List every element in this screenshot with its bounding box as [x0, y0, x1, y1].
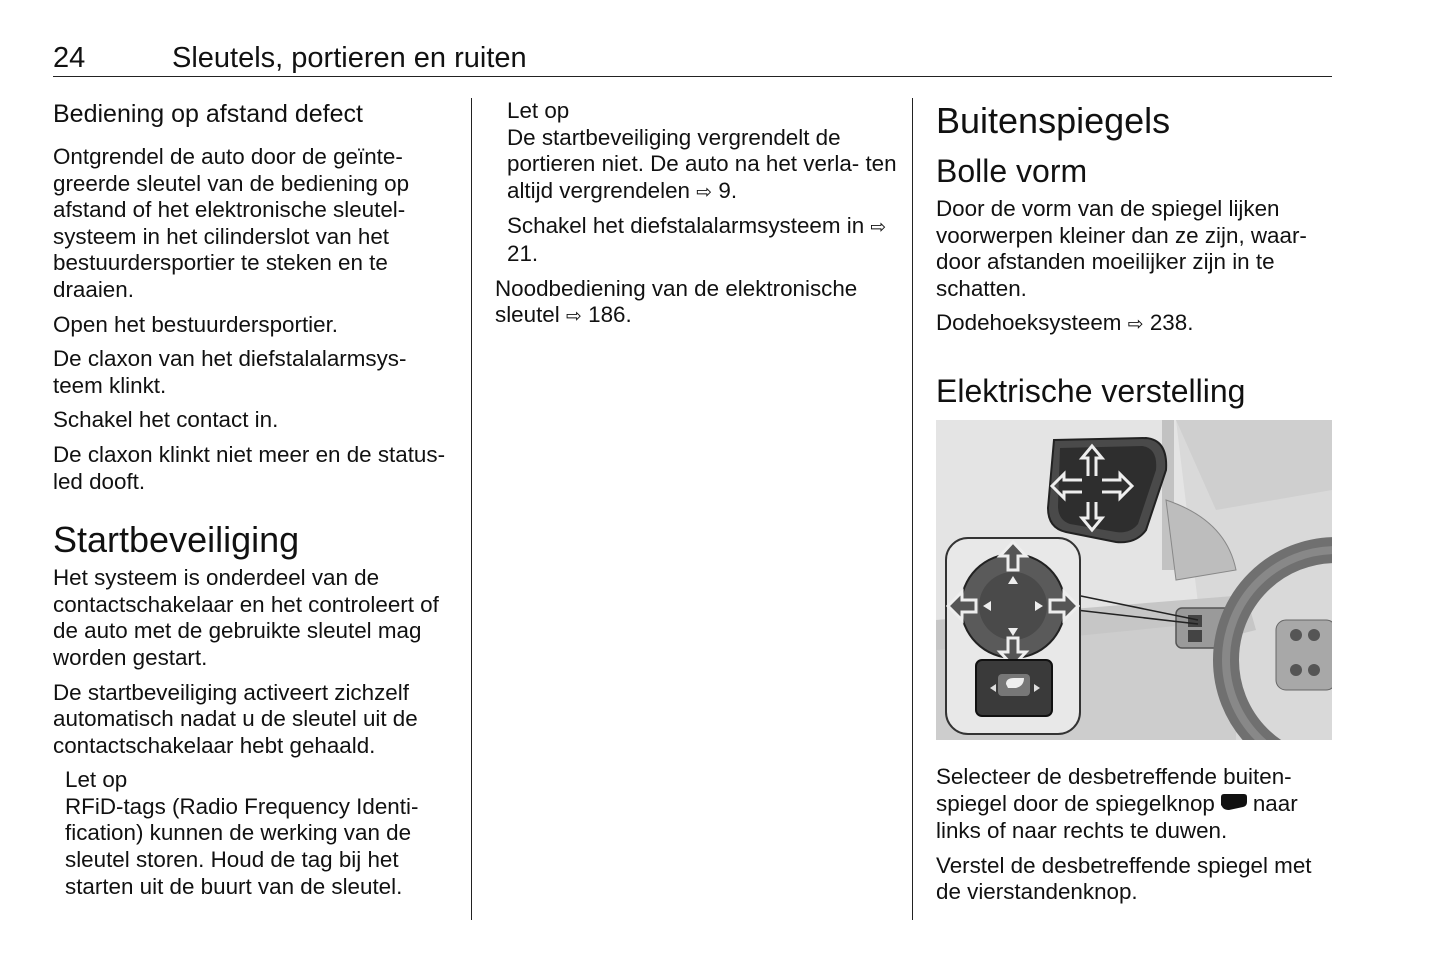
subsection-heading-electric-adjustment: Elektrische verstelling: [936, 372, 1246, 409]
note-box: [507, 98, 900, 268]
mirror-control-illustration: [936, 420, 1332, 740]
column-divider: [471, 98, 472, 920]
page-ref-arrow-icon: ⇨: [1127, 313, 1144, 336]
page-reference: 238.: [1149, 310, 1194, 336]
paragraph: De claxon van het diefstalalarmsys- teem klinkt.: [53, 346, 407, 398]
column-middle: [495, 98, 900, 338]
paragraph: Het systeem is onderdeel van de contactschakelaar en het controleert of de auto met de gebruikte sleutel mag worden gestart.: [53, 565, 439, 670]
page-ref-arrow-icon: ⇨: [565, 305, 582, 328]
page-header: [53, 40, 1332, 77]
column-divider: [912, 98, 913, 920]
page-reference: 21.: [507, 240, 539, 266]
column-right: [936, 98, 1332, 914]
paragraph: Dodehoeksysteem ⇨ 238.: [936, 310, 1194, 336]
note-text: RFiD-tags (Radio Frequency Identi- fication) kunnen de werking van de sleutel storen. Houd de tag bij het starten uit de buurt van de sleutel.: [65, 793, 419, 899]
paragraph: De claxon klinkt niet meer en de status-led dooft.: [53, 441, 446, 494]
note-text: De startbeveiliging vergrendelt de portieren niet. De auto na het verla- ten altijd vergrendelen ⇨ 9.: [507, 124, 897, 203]
paragraph: Open het bestuurdersportier.: [53, 311, 339, 337]
paragraph: Door de vorm van de spiegel lijken voorwerpen kleiner dan ze zijn, waar- door afstanden moeilijker zijn in te schatten.: [936, 196, 1307, 301]
paragraph: Schakel het contact in.: [53, 407, 279, 433]
paragraph: De startbeveiliging activeert zichzelf automatisch nadat u de sleutel uit de contactschakelaar hebt gehaald.: [53, 679, 418, 758]
page-reference: 9.: [718, 177, 738, 203]
paragraph: Verstel de desbetreffende spiegel met de vierstandenknop.: [936, 852, 1312, 905]
page-ref-arrow-icon: ⇨: [870, 216, 887, 239]
running-title: Sleutels, portieren en ruiten: [172, 42, 527, 74]
note-label: Let op: [507, 98, 570, 123]
page-number: 24: [53, 42, 86, 74]
section-heading-remote-defect: Bediening op afstand defect: [53, 100, 363, 128]
paragraph: Ontgrendel de auto door de geïnte- greerde sleutel van de bediening op afstand of het elektronische sleutel- systeem in het cilinderslot van het bestuurdersportier te steken en te draaien.: [53, 144, 410, 302]
paragraph: Noodbediening van de elektronische sleutel ⇨ 186.: [495, 275, 858, 328]
subsection-heading-convex-shape: Bolle vorm: [936, 153, 1088, 189]
section-heading-exterior-mirrors: Buitenspiegels: [936, 100, 1171, 141]
column-left: [53, 98, 458, 908]
section-heading-immobiliser: Startbeveiliging: [53, 519, 300, 561]
paragraph: Selecteer de desbetreffende buiten- spiegel door de spiegelknop naar links of naar rechts te duwen.: [936, 763, 1298, 843]
page-ref-arrow-icon: ⇨: [696, 180, 713, 203]
note-box: [65, 767, 458, 900]
page-reference: 186.: [588, 302, 632, 328]
note-label: Let op: [65, 767, 128, 793]
mirror-control-drawing: [936, 420, 1332, 740]
mirror-button-icon: [1219, 791, 1249, 818]
note-text: Schakel het diefstalalarmsysteem in ⇨ 21.: [507, 213, 887, 266]
